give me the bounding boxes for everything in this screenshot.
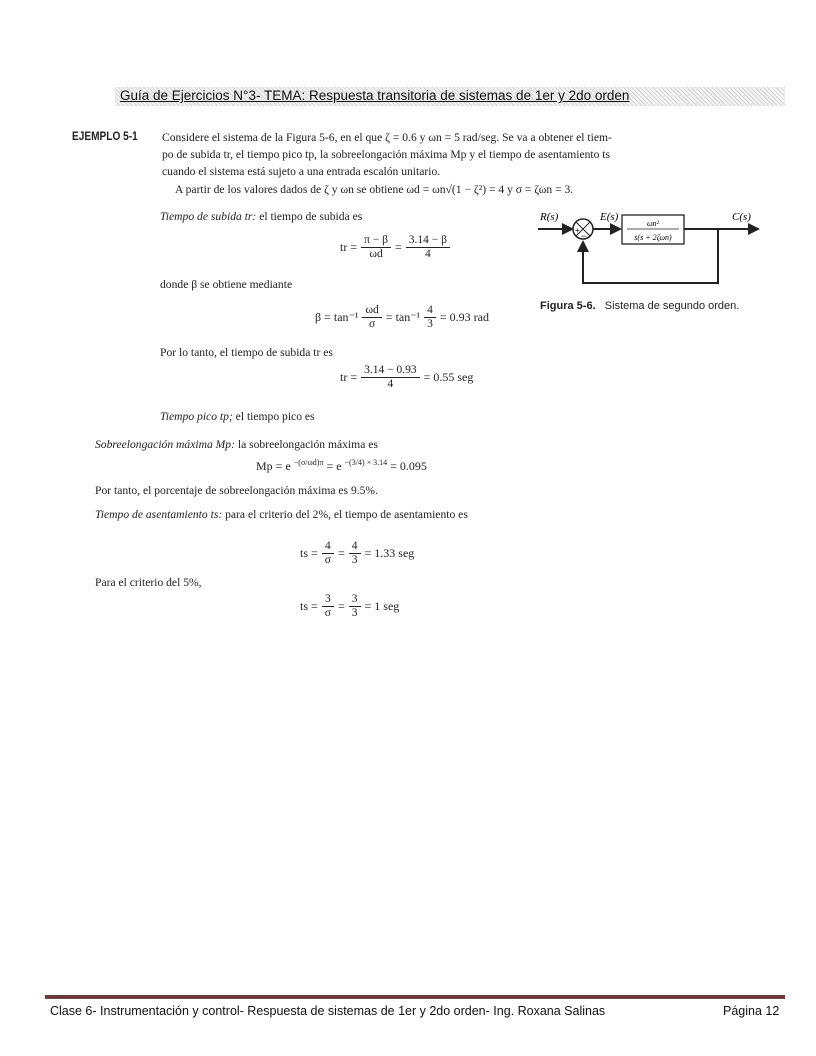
- footer-text: Clase 6- Instrumentación y control- Respuesta de sistemas de 1er y 2do orden- Ing. Roxana Salinas: [50, 1004, 606, 1018]
- tf-numerator: ωn²: [646, 219, 660, 228]
- overshoot-intro: Sobreelongación máxima Mp: la sobreelongación máxima es: [95, 438, 378, 451]
- overshoot-percent: Por tanto, el porcentaje de sobreelongación máxima es 9.5%.: [95, 484, 378, 497]
- footer-divider: [45, 995, 785, 999]
- equation-rise-time-result: tr = $\frac{3.14 - 0.93}{4}$ = 0.55 seg: [340, 364, 474, 390]
- example-line-4: A partir de los valores dados de ζ y ωn se obtiene ωd = ωn√(1 − ζ²) = 4 y σ = ζωn = 3.: [175, 183, 574, 196]
- equation-beta: β = tan⁻¹ $\frac{\omega d}{\sigma}$ = tan⁻¹ $\frac{4}{3}$ = 0.93 rad: [315, 304, 489, 330]
- equation-settling-2pct: ts = $\frac{4}{\sigma}$ = $\frac{4}{3}$ = 1.33 seg: [300, 540, 415, 566]
- tf-denominator: s(s + 2ζωn): [634, 233, 672, 242]
- criterion-5pct: Para el criterio del 5%,: [95, 576, 202, 589]
- page-header-title: Guía de Ejercicios N°3- TEMA: Respuesta transitoria de sistemas de 1er y 2do orden: [120, 88, 630, 103]
- plus-sign: +: [575, 226, 580, 235]
- equation-overshoot: Mp = e $^{-(\sigma/\omega d)\pi}$ = e $^{-(3/4) \times 3.14}$ = 0.095: [256, 458, 427, 473]
- equation-rise-time: tr = $\frac{\pi - \beta}{\omega d}$ = $\frac{3.14 - \beta}{4}$: [340, 234, 450, 261]
- figure-caption: Figura 5-6. Sistema de segundo orden.: [540, 300, 740, 312]
- block-diagram: [530, 208, 770, 298]
- label-e: E(s): [600, 211, 619, 223]
- peak-time-intro: Tiempo pico tp; el tiempo pico es: [160, 410, 315, 423]
- rise-result-intro: Por lo tanto, el tiempo de subida tr es: [160, 346, 333, 359]
- label-c: C(s): [732, 211, 751, 223]
- settling-time-intro: Tiempo de asentamiento ts: para el criterio del 2%, el tiempo de asentamiento es: [95, 508, 468, 521]
- page-number: Página 12: [723, 1004, 780, 1018]
- example-label: EJEMPLO 5-1: [72, 131, 138, 143]
- label-r: R(s): [540, 211, 559, 223]
- rise-time-intro: Tiempo de subida tr: el tiempo de subida es: [160, 210, 363, 223]
- example-line-2: po de subida tr, el tiempo pico tp, la sobreelongación máxima Mp y el tiempo de asentamiento ts: [162, 148, 611, 161]
- example-line-1: Considere el sistema de la Figura 5-6, en el que ζ = 0.6 y ωn = 5 rad/seg. Se va a obtener el tiem-: [162, 131, 612, 144]
- minus-sign: −: [581, 231, 587, 241]
- beta-intro: donde β se obtiene mediante: [160, 278, 293, 291]
- equation-settling-5pct: ts = $\frac{3}{\sigma}$ = $\frac{3}{3}$ = 1 seg: [300, 593, 400, 619]
- example-line-3: cuando el sistema está sujeto a una entrada escalón unitario.: [162, 165, 441, 178]
